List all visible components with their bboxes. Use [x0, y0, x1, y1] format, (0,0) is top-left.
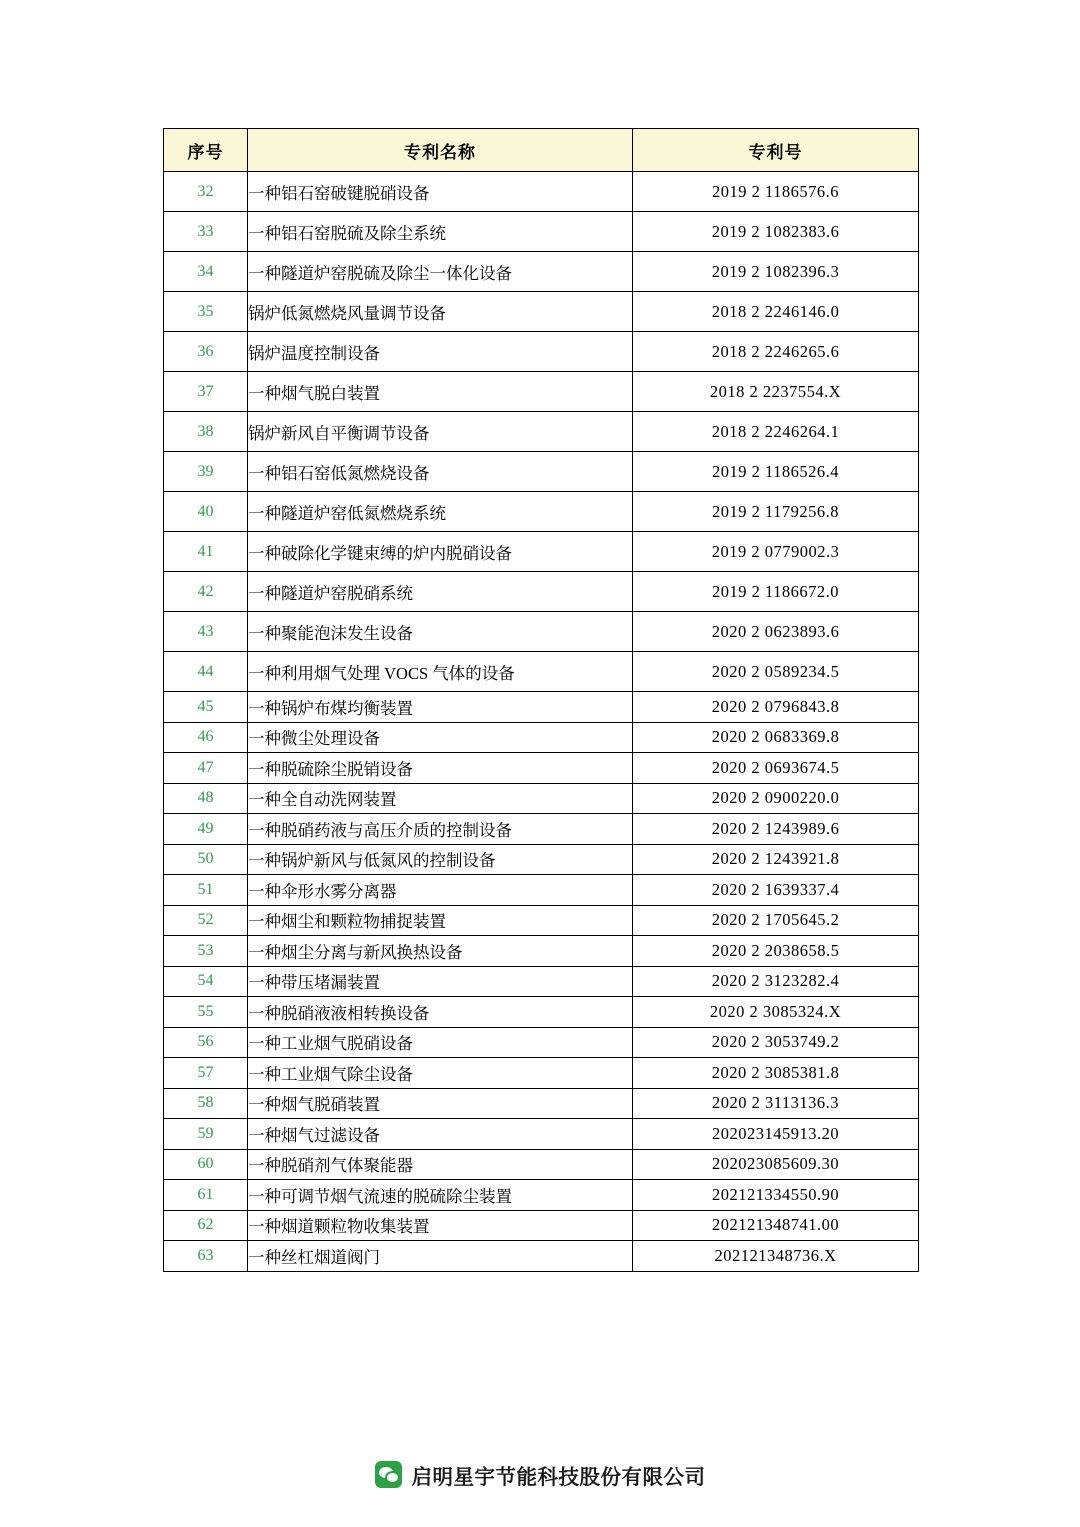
table-row	[164, 212, 919, 252]
cell-sequence: 42	[164, 572, 248, 612]
table-row	[164, 292, 919, 332]
cell-sequence: 53	[164, 936, 248, 967]
table-header-row	[164, 129, 919, 172]
cell-patent-name: 一种烟气过滤设备	[248, 1119, 633, 1150]
cell-sequence: 60	[164, 1149, 248, 1180]
cell-sequence: 32	[164, 172, 248, 212]
table-row	[164, 1058, 919, 1089]
footer-account-name: 启明星宇节能科技股份有限公司	[411, 1466, 706, 1489]
cell-sequence: 61	[164, 1180, 248, 1211]
table-row	[164, 1027, 919, 1058]
cell-sequence: 47	[164, 753, 248, 784]
cell-patent-name: 一种隧道炉窑低氮燃烧系统	[248, 492, 633, 532]
cell-patent-number: 2020 2 1639337.4	[633, 875, 919, 906]
table-row	[164, 875, 919, 906]
cell-patent-name: 一种烟尘和颗粒物捕捉装置	[248, 905, 633, 936]
cell-patent-name: 一种锅炉新风与低氮风的控制设备	[248, 844, 633, 875]
cell-patent-number: 202023145913.20	[633, 1119, 919, 1150]
table-row	[164, 1241, 919, 1272]
cell-patent-name: 一种丝杠烟道阀门	[248, 1241, 633, 1272]
cell-sequence: 58	[164, 1088, 248, 1119]
cell-sequence: 44	[164, 652, 248, 692]
table-row	[164, 905, 919, 936]
cell-patent-number: 202121348741.00	[633, 1210, 919, 1241]
cell-patent-name: 一种可调节烟气流速的脱硫除尘装置	[248, 1180, 633, 1211]
table-row	[164, 936, 919, 967]
table-row	[164, 412, 919, 452]
cell-patent-name: 锅炉温度控制设备	[248, 332, 633, 372]
cell-patent-name: 锅炉新风自平衡调节设备	[248, 412, 633, 452]
cell-patent-name: 一种隧道炉窑脱硫及除尘一体化设备	[248, 252, 633, 292]
table-row	[164, 492, 919, 532]
cell-sequence: 45	[164, 692, 248, 723]
document-footer	[0, 1460, 1080, 1494]
cell-patent-number: 2020 2 3123282.4	[633, 966, 919, 997]
cell-patent-number: 2019 2 1186526.4	[633, 452, 919, 492]
cell-patent-number: 2020 2 0693674.5	[633, 753, 919, 784]
table-row	[164, 652, 919, 692]
cell-patent-name: 一种铝石窑破键脱硝设备	[248, 172, 633, 212]
table-row	[164, 1149, 919, 1180]
cell-patent-name: 一种脱硝剂气体聚能器	[248, 1149, 633, 1180]
patent-table	[163, 128, 919, 1272]
cell-patent-name: 一种全自动洗网装置	[248, 783, 633, 814]
table-row	[164, 997, 919, 1028]
cell-patent-name: 一种微尘处理设备	[248, 722, 633, 753]
cell-patent-number: 2019 2 0779002.3	[633, 532, 919, 572]
table-row	[164, 452, 919, 492]
column-header-patent-number: 专利号	[633, 129, 919, 172]
cell-sequence: 40	[164, 492, 248, 532]
cell-patent-name: 一种烟尘分离与新风换热设备	[248, 936, 633, 967]
table-header	[164, 129, 919, 172]
cell-sequence: 56	[164, 1027, 248, 1058]
table-row	[164, 844, 919, 875]
table-row	[164, 692, 919, 723]
table-row	[164, 172, 919, 212]
table-row	[164, 783, 919, 814]
cell-patent-number: 2018 2 2246264.1	[633, 412, 919, 452]
cell-patent-name: 一种工业烟气脱硝设备	[248, 1027, 633, 1058]
wechat-icon	[375, 1461, 402, 1488]
table-row	[164, 722, 919, 753]
table-row	[164, 966, 919, 997]
cell-patent-number: 2020 2 0683369.8	[633, 722, 919, 753]
cell-patent-name: 一种铝石窑脱硫及除尘系统	[248, 212, 633, 252]
cell-patent-number: 2018 2 2237554.X	[633, 372, 919, 412]
cell-patent-number: 2020 2 3053749.2	[633, 1027, 919, 1058]
cell-patent-name: 一种工业烟气除尘设备	[248, 1058, 633, 1089]
cell-patent-number: 2020 2 0900220.0	[633, 783, 919, 814]
cell-patent-name: 一种铝石窑低氮燃烧设备	[248, 452, 633, 492]
table-row	[164, 572, 919, 612]
cell-patent-number: 2019 2 1186576.6	[633, 172, 919, 212]
cell-patent-name: 一种破除化学键束缚的炉内脱硝设备	[248, 532, 633, 572]
cell-sequence: 46	[164, 722, 248, 753]
cell-sequence: 62	[164, 1210, 248, 1241]
cell-patent-number: 202023085609.30	[633, 1149, 919, 1180]
cell-patent-name: 一种伞形水雾分离器	[248, 875, 633, 906]
column-header-patent-name: 专利名称	[248, 129, 633, 172]
cell-sequence: 38	[164, 412, 248, 452]
cell-patent-number: 2020 2 0589234.5	[633, 652, 919, 692]
cell-sequence: 51	[164, 875, 248, 906]
table-row	[164, 1088, 919, 1119]
cell-patent-number: 202121348736.X	[633, 1241, 919, 1272]
cell-patent-number: 2020 2 3085324.X	[633, 997, 919, 1028]
cell-sequence: 36	[164, 332, 248, 372]
cell-sequence: 48	[164, 783, 248, 814]
table-row	[164, 252, 919, 292]
cell-patent-number: 2020 2 1705645.2	[633, 905, 919, 936]
cell-patent-name: 一种脱硝药液与高压介质的控制设备	[248, 814, 633, 845]
cell-patent-number: 202121334550.90	[633, 1180, 919, 1211]
column-header-seq: 序号	[164, 129, 248, 172]
cell-patent-name: 一种锅炉布煤均衡装置	[248, 692, 633, 723]
cell-patent-name: 一种脱硫除尘脱销设备	[248, 753, 633, 784]
table-row	[164, 1210, 919, 1241]
cell-patent-name: 一种聚能泡沫发生设备	[248, 612, 633, 652]
cell-patent-name: 一种带压堵漏装置	[248, 966, 633, 997]
cell-sequence: 41	[164, 532, 248, 572]
cell-patent-name: 一种脱硝液液相转换设备	[248, 997, 633, 1028]
cell-patent-number: 2019 2 1186672.0	[633, 572, 919, 612]
cell-sequence: 55	[164, 997, 248, 1028]
table-row	[164, 1180, 919, 1211]
cell-patent-number: 2020 2 3113136.3	[633, 1088, 919, 1119]
cell-sequence: 52	[164, 905, 248, 936]
cell-sequence: 59	[164, 1119, 248, 1150]
cell-patent-number: 2020 2 1243921.8	[633, 844, 919, 875]
table-row	[164, 753, 919, 784]
cell-sequence: 50	[164, 844, 248, 875]
table-row	[164, 1119, 919, 1150]
patent-table-container	[163, 128, 918, 1272]
cell-sequence: 49	[164, 814, 248, 845]
table-body	[164, 172, 919, 1272]
cell-sequence: 54	[164, 966, 248, 997]
cell-sequence: 34	[164, 252, 248, 292]
table-row	[164, 372, 919, 412]
cell-patent-name: 锅炉低氮燃烧风量调节设备	[248, 292, 633, 332]
table-row	[164, 814, 919, 845]
cell-patent-name: 一种烟道颗粒物收集装置	[248, 1210, 633, 1241]
cell-patent-number: 2019 2 1082396.3	[633, 252, 919, 292]
cell-patent-name: 一种烟气脱白装置	[248, 372, 633, 412]
cell-patent-number: 2020 2 0796843.8	[633, 692, 919, 723]
cell-sequence: 39	[164, 452, 248, 492]
cell-sequence: 63	[164, 1241, 248, 1272]
cell-patent-name: 一种隧道炉窑脱硝系统	[248, 572, 633, 612]
cell-sequence: 37	[164, 372, 248, 412]
cell-sequence: 35	[164, 292, 248, 332]
table-row	[164, 532, 919, 572]
cell-patent-number: 2018 2 2246265.6	[633, 332, 919, 372]
table-row	[164, 332, 919, 372]
cell-patent-number: 2020 2 2038658.5	[633, 936, 919, 967]
cell-sequence: 57	[164, 1058, 248, 1089]
cell-patent-name: 一种烟气脱硝装置	[248, 1088, 633, 1119]
cell-patent-number: 2020 2 0623893.6	[633, 612, 919, 652]
cell-sequence: 43	[164, 612, 248, 652]
cell-patent-number: 2019 2 1082383.6	[633, 212, 919, 252]
cell-patent-number: 2020 2 1243989.6	[633, 814, 919, 845]
table-row	[164, 612, 919, 652]
cell-patent-number: 2018 2 2246146.0	[633, 292, 919, 332]
cell-sequence: 33	[164, 212, 248, 252]
cell-patent-number: 2020 2 3085381.8	[633, 1058, 919, 1089]
cell-patent-name: 一种利用烟气处理 VOCS 气体的设备	[248, 652, 633, 692]
cell-patent-number: 2019 2 1179256.8	[633, 492, 919, 532]
